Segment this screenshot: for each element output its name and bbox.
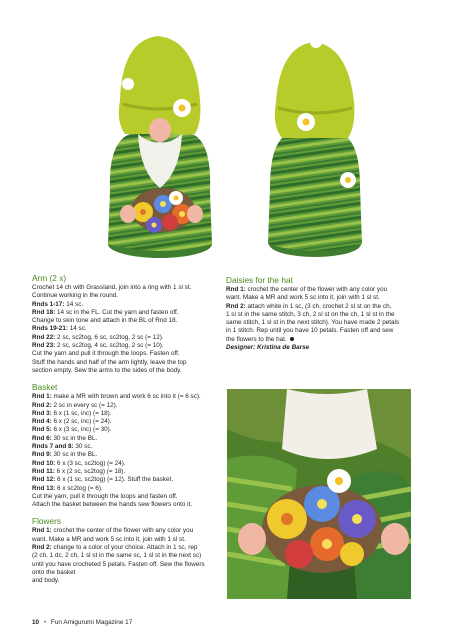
- right-column: [226, 275, 418, 352]
- instruction-line: [226, 303, 418, 311]
- round-label: Rnd 5:: [32, 426, 52, 434]
- round-label: Rnd 2:: [32, 401, 52, 409]
- round-label: Rnd 23:: [32, 342, 56, 350]
- round-label: Rnd 2:: [226, 302, 246, 310]
- magazine-name: Fun Amigurumi Magazine 17: [50, 619, 133, 626]
- instruction-text: 6 x (3 sc, inc) (= 30).: [51, 426, 112, 434]
- instruction-line: [32, 577, 222, 585]
- instruction-text: Cut the yarn and pull it through the loops. Fasten off.: [32, 350, 180, 358]
- instruction-line: [32, 493, 222, 501]
- instruction-line: [226, 336, 418, 344]
- round-label: Rnd 1:: [32, 527, 52, 535]
- daisies-instructions: [226, 286, 418, 344]
- instruction-line: [32, 309, 222, 317]
- instruction-text: 6 x (1 sc, sc2tog) (= 12). Stuff the basket.: [55, 476, 174, 484]
- instruction-text: 6 x (2 sc, inc) (= 24).: [51, 418, 112, 426]
- instruction-text: 30 sc in the BL.: [51, 434, 98, 442]
- instruction-text: Continue working in the round.: [32, 292, 119, 300]
- instruction-text: Attach the basket between the hands sew flowers onto it.: [32, 501, 193, 509]
- round-label: Rnd 1:: [32, 393, 52, 401]
- instruction-text: Cut the yarn, pull it through the loops and fasten off.: [32, 492, 178, 500]
- gnome-front: [108, 36, 212, 258]
- arm-heading: Arm (2 x): [32, 273, 67, 283]
- instruction-line: [32, 317, 222, 325]
- instruction-text: in 1 stitch. Rep until you have 10 petals. Fasten off and sew: [226, 327, 394, 335]
- instruction-line: [32, 334, 222, 342]
- instruction-line: [32, 468, 222, 476]
- instruction-text: crochet the center of the flower with any color you: [245, 286, 388, 293]
- round-label: Rnd 22:: [32, 333, 56, 341]
- instruction-text: make a MR with brown and work 6 sc into it (= 6 sc).: [51, 393, 201, 401]
- instruction-text: 2 sc in every sc (= 12).: [51, 401, 118, 409]
- instruction-line: [32, 426, 222, 434]
- page-footer: [32, 619, 132, 627]
- instruction-line: [32, 367, 222, 375]
- basket-heading: Basket: [32, 382, 58, 393]
- instruction-text: the flowers to the hat.: [226, 335, 287, 343]
- flowers-section: [32, 516, 222, 585]
- instruction-line: [226, 327, 418, 335]
- instruction-line: [32, 284, 222, 292]
- basket-photo: [227, 389, 411, 599]
- instruction-line: [32, 476, 222, 484]
- round-label: Rnd 9:: [32, 451, 52, 459]
- instruction-text: 14 sc in the FL. Cut the yarn and fasten off.: [55, 308, 179, 316]
- instruction-text: 6 x (3 sc, sc2tog) (= 24).: [55, 459, 126, 467]
- instruction-text: and body.: [32, 577, 60, 585]
- instruction-line: [32, 325, 222, 333]
- round-label: Rnd 6:: [32, 434, 52, 442]
- flowers-heading: Flowers: [32, 516, 62, 527]
- instruction-text: Change to skin tone and attach in the BL of Rnd 18.: [32, 317, 178, 325]
- instruction-line: [32, 485, 222, 493]
- instruction-text: 1 sl st in the same stitch, 3 ch, 2 sl st on the ch, 1 sl st in the: [226, 310, 395, 318]
- instruction-line: [226, 319, 418, 327]
- round-label: Rnds 19-21:: [32, 325, 68, 333]
- instruction-text: (2 ch, 1 dc, 2 ch, 1 sl st in the same sc, 1 sl st in the next sc): [32, 552, 202, 560]
- round-label: Rnd 12:: [32, 476, 56, 484]
- footer-separator: •: [43, 619, 47, 626]
- instruction-text: 6 x (2 sc, sc2tog) (= 18).: [54, 467, 126, 475]
- round-label: Rnd 1:: [226, 286, 246, 293]
- designer-credit: Designer: Kristina de Barse: [226, 344, 310, 352]
- round-label: Rnd 11:: [32, 467, 55, 475]
- round-label: Rnd 10:: [32, 459, 56, 467]
- daisies-heading: Daisies for the hat: [226, 275, 293, 285]
- instruction-line: [226, 286, 418, 294]
- instruction-text: Stuff the hands and half of the arm lightly, leave the top: [32, 358, 187, 366]
- instruction-text: section empty. Sew the arms to the sides of the body.: [32, 366, 182, 374]
- instruction-text: attach white in 1 sc, (3 ch, crochet 2 sl st on the ch,: [245, 302, 392, 310]
- basket-instructions: [32, 393, 222, 509]
- instruction-text: 14 sc.: [64, 300, 84, 308]
- round-label: Rnd 18:: [32, 308, 56, 316]
- arm-instructions: [32, 284, 222, 375]
- round-label: Rnd 3:: [32, 409, 52, 417]
- instruction-line: [32, 393, 222, 401]
- instruction-text: Crochet 14 ch with Grassland, join into a ring with 1 sl st.: [32, 284, 192, 291]
- round-label: Rnd 4:: [32, 418, 52, 426]
- instruction-text: same stitch, 1 sl st in the next stitch). You have made 2 petals: [226, 319, 400, 327]
- instruction-line: [32, 527, 222, 535]
- round-label: Rnds 1-17:: [32, 300, 65, 308]
- instruction-text: onto the basket: [32, 568, 76, 576]
- arm-section: [32, 273, 222, 375]
- instruction-line: [32, 561, 222, 569]
- instruction-text: 14 sc.: [67, 325, 87, 333]
- instruction-text: 30 sc in the BL.: [51, 451, 98, 459]
- instruction-line: [32, 443, 222, 451]
- daisies-section: [226, 275, 418, 352]
- instruction-text: want. Make a MR and work 5 sc into it, join with 1 sl st.: [32, 535, 186, 543]
- instruction-text: 2 sc, sc2tog, 6 sc, sc2tog, 2 sc (= 12).: [55, 333, 164, 341]
- instruction-text: want. Make a MR and work 5 sc into it, join with 1 sl st.: [226, 294, 380, 302]
- round-label: Rnd 2:: [32, 544, 52, 552]
- instruction-line: [32, 410, 222, 418]
- instruction-text: change to a color of your choice. Attach in 1 sc, rep: [51, 544, 198, 552]
- instruction-line: [32, 350, 222, 358]
- page-number: 10: [32, 619, 40, 626]
- instruction-line: [32, 402, 222, 410]
- gnome-photo: [30, 22, 423, 270]
- instruction-text: 6 x (1 sc, inc) (= 18).: [51, 409, 112, 417]
- instruction-text: 6 x sc2tog (= 6).: [55, 484, 103, 492]
- basket-section: [32, 382, 222, 509]
- instruction-text: crochet the center of the flower with any color you: [51, 527, 194, 535]
- flowers-instructions: [32, 527, 222, 585]
- instruction-text: 2 sc, sc2tog, 4 sc, sc2tog, 2 sc (= 10).: [55, 342, 164, 350]
- instruction-line: [32, 435, 222, 443]
- instruction-line: [32, 301, 222, 309]
- instruction-line: [32, 501, 222, 509]
- instruction-line: [32, 292, 222, 300]
- left-column: [32, 273, 222, 586]
- instruction-line: [32, 342, 222, 350]
- end-bullet-icon: [290, 337, 294, 341]
- instruction-line: [32, 451, 222, 459]
- round-label: Rnd 13:: [32, 484, 56, 492]
- instruction-line: [32, 544, 222, 552]
- instruction-line: [32, 460, 222, 468]
- instruction-line: [32, 552, 222, 560]
- gnome-back: [268, 36, 362, 257]
- instruction-line: [226, 311, 418, 319]
- instruction-line: [32, 536, 222, 544]
- instruction-line: [32, 418, 222, 426]
- instruction-line: [226, 294, 418, 302]
- instruction-line: [32, 569, 222, 577]
- instruction-text: until you have crocheted 5 petals. Fasten off. Sew the flowers: [32, 560, 205, 568]
- round-label: Rnds 7 and 8:: [32, 443, 74, 451]
- instruction-text: 30 sc.: [73, 443, 93, 451]
- instruction-line: [32, 359, 222, 367]
